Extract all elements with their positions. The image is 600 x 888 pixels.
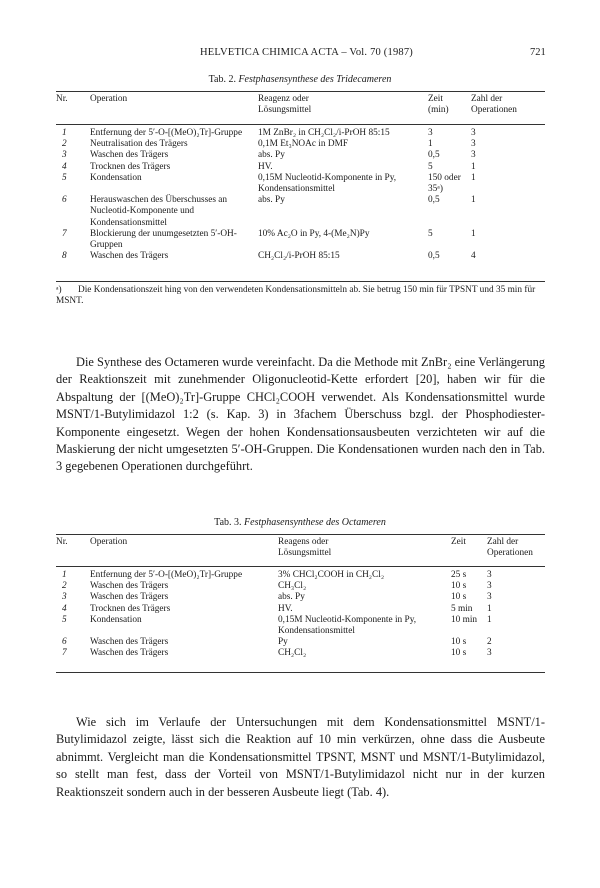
row-number: 6	[62, 195, 67, 206]
paragraph-2-text: Wie sich im Verlaufe der Untersuchungen mit dem Kondensationsmittel MSNT/1-Butylimidazol zeigte, lässt sich die Reaktion auf 10 min verkürzen, ohne dass die Ausbeute abnimmt. Vergleicht man die Kondensationsmittel TPSNT, MSNT und MSNT/1-Butylimidazol, so stellt man fest, dass der Vorteil von MSNT/1-Butylimidazol nicht nur in der kurzen Reaktionszeit sondern auch in der besseren Ausbeute liegt (Tab. 4).	[56, 715, 545, 799]
table2-header	[56, 94, 545, 116]
table2-caption-prefix: Tab. 2.	[208, 74, 239, 85]
row-number: 5	[62, 172, 67, 183]
table-row	[56, 604, 545, 615]
reagent-cell: 0,15M Nucleotid-Komponente in Py, Kondensationsmittel	[258, 172, 397, 195]
journal-title: HELVETICA CHIMICA ACTA – Vol. 70 (1987)	[200, 47, 413, 58]
operation-cell: Waschen des Trägers	[90, 581, 169, 592]
row-number: 2	[62, 139, 67, 150]
reagent-cell: CH₃Cl₂	[278, 581, 307, 592]
reagent-cell: 0,1M Et₃NOAc in DMF	[258, 139, 349, 150]
row-number: 1	[62, 570, 67, 580]
operation-cell: Herauswaschen des Überschusses an Nucleotid-Komponente und Kondensationsmittel	[90, 195, 228, 228]
time-cell: 25 s	[451, 570, 467, 580]
reagent-cell: 10% Ac₂O in Py, 4-(Me₂N)Py	[258, 228, 370, 239]
table2-top-rule	[56, 91, 545, 92]
table2-header-rule	[56, 124, 545, 125]
operation-cell: Entfernung der 5′-O-[(MeO)₂Tr]-Gruppe	[90, 128, 243, 138]
operation-cell: Trocknen des Trägers	[90, 603, 171, 614]
table2-body	[56, 128, 545, 262]
table3-header-rule	[56, 566, 545, 567]
table3-header	[56, 537, 545, 559]
operation-cell: Trocknen des Trägers	[90, 161, 171, 172]
time-cell: 10 s	[451, 592, 467, 603]
count-cell: 1	[471, 161, 476, 172]
count-cell: 3	[487, 648, 492, 659]
table3-header-reagent: Reagens oder Lösungsmittel	[278, 537, 332, 559]
table3-bottom-rule	[56, 672, 545, 673]
row-number: 1	[62, 128, 67, 138]
table-row	[56, 648, 545, 659]
operation-cell: Waschen des Trägers	[90, 592, 169, 603]
time-cell: 1	[428, 139, 433, 150]
table-row	[56, 570, 545, 581]
table3-header-operation: Operation	[90, 537, 128, 547]
reagent-cell: 0,15M Nucleotid-Komponente in Py, Kondensationsmittel	[278, 614, 417, 637]
reagent-cell: abs. Py	[258, 150, 285, 161]
table3-header-count: Zahl der Operationen	[487, 537, 533, 559]
count-cell: 3	[471, 128, 476, 138]
count-cell: 1	[487, 603, 492, 614]
operation-cell: Waschen des Trägers	[90, 150, 169, 161]
operation-cell: Neutralisation des Trägers	[90, 139, 188, 150]
count-cell: 3	[471, 139, 476, 150]
table-row	[56, 637, 545, 648]
count-cell: 2	[487, 637, 492, 648]
count-cell: 1	[471, 195, 476, 206]
row-number: 6	[62, 637, 67, 648]
table2-bottom-rule	[56, 281, 545, 282]
operation-cell: Waschen des Trägers	[90, 637, 169, 648]
table3-header-nr: Nr.	[56, 537, 68, 547]
time-cell: 5 min	[451, 603, 473, 614]
reagent-cell: HV.	[258, 161, 273, 172]
count-cell: 1	[487, 614, 492, 625]
operation-cell: Blockierung der unumgesetzten 5′-OH-Gruppen	[90, 228, 237, 251]
reagent-cell: 1M ZnBr₂ in CH₂Cl₂/i-PrOH 85:15	[258, 128, 390, 138]
count-cell: 3	[487, 592, 492, 603]
table-row	[56, 229, 545, 251]
operation-cell: Waschen des Trägers	[90, 648, 169, 659]
time-cell: 5	[428, 161, 433, 172]
paragraph-1-text: Die Synthese des Octameren wurde vereinfacht. Da die Methode mit ZnBr₂ eine Verlängerung der Reaktionszeit mit zunehmender Oligonucleotid-Kette erfordert [20], haben wir für die Abspaltung der [(MeO)₂Tr]-Gruppe CHCl₂COOH verwendet. Als Kondensationsmittel wurde MSNT/1-Butylimidazol 1:2 (s. Kap. 3) in 3fachem Überschuss bzgl. der Phosphodiester-Komponente eingesetzt. Wegen der hohen Kondensationsausbeuten verzichteten wir auf die Maskierung der nicht umgesetzten 5′-OH-Gruppen. Die Kondensationen wurden nach den in Tab. 3 gegebenen Operationen durchgeführt.	[56, 355, 545, 474]
table2-header-time: Zeit (min)	[428, 94, 449, 116]
row-number: 2	[62, 581, 67, 592]
time-cell: 10 s	[451, 648, 467, 659]
row-number: 3	[62, 150, 67, 161]
reagent-cell: CH₂Cl₂/i-PrOH 85:15	[258, 251, 340, 262]
reagent-cell: CH₂Cl₂	[278, 648, 307, 659]
footnote-mark: ᵃ)	[56, 285, 62, 295]
paragraph-1	[56, 354, 545, 476]
time-cell: 0,5	[428, 251, 440, 262]
table-row	[56, 251, 545, 262]
table2-caption	[0, 74, 600, 85]
count-cell: 3	[487, 581, 492, 592]
table-row	[56, 581, 545, 592]
count-cell: 3	[487, 570, 492, 580]
table-row	[56, 128, 545, 139]
time-cell: 10 s	[451, 581, 467, 592]
row-number: 5	[62, 614, 67, 625]
time-cell: 150 oder 35ᵃ)	[428, 172, 461, 195]
page-number: 721	[530, 47, 546, 58]
count-cell: 3	[471, 150, 476, 161]
table-row	[56, 195, 545, 229]
reagent-cell: abs. Py	[258, 195, 285, 206]
reagent-cell: abs. Py	[278, 592, 305, 603]
time-cell: 10 min	[451, 614, 478, 625]
count-cell: 1	[471, 172, 476, 183]
footnote-text: Die Kondensationszeit hing von den verwendeten Kondensationsmitteln ab. Sie betrug 150 min für TPSNT und 35 min für MSNT.	[56, 285, 536, 307]
table-row	[56, 173, 545, 195]
table2-header-reagent: Reagenz oder Lösungsmittel	[258, 94, 312, 116]
reagent-cell: 3% CHCl₂COOH in CH₂Cl₂	[278, 570, 385, 580]
table2-header-nr: Nr.	[56, 94, 68, 104]
table3-body	[56, 570, 545, 660]
row-number: 7	[62, 228, 67, 239]
paragraph-2	[56, 714, 545, 801]
row-number: 7	[62, 648, 67, 659]
count-cell: 1	[471, 228, 476, 239]
table2-footnote	[56, 285, 545, 307]
table-row	[56, 162, 545, 173]
table-row	[56, 150, 545, 161]
time-cell: 10 s	[451, 637, 467, 648]
time-cell: 5	[428, 228, 433, 239]
table2-header-count: Zahl der Operationen	[471, 94, 517, 116]
table3-top-rule	[56, 534, 545, 535]
row-number: 4	[62, 603, 67, 614]
row-number: 8	[62, 251, 67, 262]
operation-cell: Waschen des Trägers	[90, 251, 169, 262]
table3-caption-title: Festphasensynthese des Octameren	[244, 517, 386, 528]
count-cell: 4	[471, 251, 476, 262]
table-row	[56, 615, 545, 637]
table3-caption-prefix: Tab. 3.	[214, 517, 245, 528]
table2-header-operation: Operation	[90, 94, 128, 104]
operation-cell: Entfernung der 5′-O-[(MeO)₂Tr]-Gruppe	[90, 570, 243, 580]
row-number: 4	[62, 161, 67, 172]
time-cell: 3	[428, 128, 433, 138]
table3-header-time: Zeit	[451, 537, 466, 547]
time-cell: 0,5	[428, 150, 440, 161]
operation-cell: Kondensation	[90, 614, 142, 625]
table-row	[56, 592, 545, 603]
reagent-cell: Py	[278, 637, 288, 648]
table3-caption	[0, 517, 600, 528]
table2-caption-title: Festphasensynthese des Tridecameren	[238, 74, 392, 85]
row-number: 3	[62, 592, 67, 603]
table-row	[56, 139, 545, 150]
operation-cell: Kondensation	[90, 172, 142, 183]
reagent-cell: HV.	[278, 603, 293, 614]
time-cell: 0,5	[428, 195, 440, 206]
